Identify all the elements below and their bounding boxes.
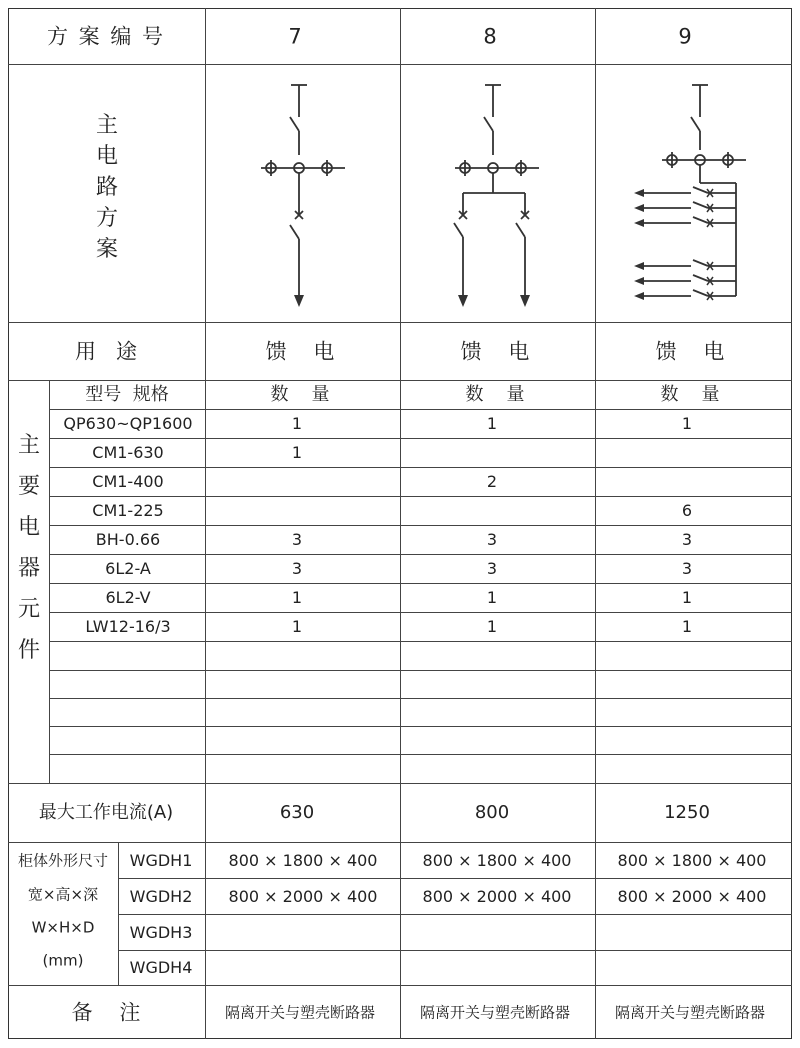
component-qty: 1 — [291, 414, 303, 433]
component-row-line — [49, 612, 792, 613]
dimensions-label-line1: 柜体外形尺寸 — [17, 851, 109, 870]
dimensions-label-line3: W×H×D — [31, 918, 95, 937]
dimension-model: WGDH4 — [129, 958, 193, 977]
dimension-row-line — [118, 950, 792, 951]
component-model: LW12-16/3 — [85, 617, 171, 636]
dimension-value: 800 × 2000 × 400 — [617, 887, 767, 906]
component-row-line — [49, 409, 792, 410]
model-spec-header: 型号 规格 — [85, 384, 169, 405]
component-model: QP630~QP1600 — [63, 414, 193, 433]
component-model: CM1-225 — [92, 501, 164, 520]
component-row-line — [49, 670, 792, 671]
component-model: 6L2-A — [105, 559, 151, 578]
component-model: BH-0.66 — [95, 530, 161, 549]
usage-8: 馈 电 — [460, 339, 530, 364]
component-qty: 1 — [291, 617, 303, 636]
scheme-number-7: 7 — [288, 24, 302, 49]
component-model: 6L2-V — [105, 588, 151, 607]
component-qty: 2 — [486, 472, 498, 491]
component-qty: 3 — [291, 530, 303, 549]
circuit-diagram-8 — [401, 65, 595, 322]
max-current-label: 最大工作电流(A) — [38, 802, 174, 823]
row-divider-usage — [8, 380, 792, 381]
circuit-scheme-label: 主 电 路 方 案 — [95, 113, 118, 262]
dimension-row-line — [118, 878, 792, 879]
component-row-line — [49, 525, 792, 526]
dimension-value: 800 × 2000 × 400 — [422, 887, 572, 906]
component-side-divider — [49, 380, 50, 783]
dimensions-label-line4: (mm) — [42, 951, 84, 970]
dimension-value: 800 × 1800 × 400 — [228, 851, 378, 870]
dimensions-label-line2: 宽×高×深 — [27, 885, 99, 904]
component-row-line — [49, 467, 792, 468]
scheme-number-8: 8 — [483, 24, 497, 49]
remarks-8: 隔离开关与塑壳断路器 — [419, 1003, 571, 1022]
scheme-number-label: 方 案 编 号 — [46, 24, 166, 49]
usage-7: 馈 电 — [265, 339, 335, 364]
scheme-number-9: 9 — [678, 24, 692, 49]
component-qty: 3 — [681, 530, 693, 549]
component-qty: 1 — [681, 414, 693, 433]
component-row-line — [49, 698, 792, 699]
row-divider-circuit — [8, 322, 792, 323]
dimension-row-line — [118, 914, 792, 915]
component-row-line — [49, 726, 792, 727]
max-current-8: 800 — [474, 802, 510, 823]
row-divider-dimensions — [8, 985, 792, 986]
max-current-7: 630 — [279, 802, 315, 823]
max-current-9: 1250 — [664, 802, 710, 823]
remarks-7: 隔离开关与塑壳断路器 — [224, 1003, 376, 1022]
dimension-value: 800 × 2000 × 400 — [228, 887, 378, 906]
dimension-model: WGDH3 — [129, 923, 193, 942]
component-row-line — [49, 496, 792, 497]
component-qty: 3 — [681, 559, 693, 578]
component-model: CM1-400 — [92, 472, 164, 491]
component-model: CM1-630 — [92, 443, 164, 462]
dimension-value: 800 × 1800 × 400 — [422, 851, 572, 870]
component-row-line — [49, 583, 792, 584]
usage-9: 馈 电 — [655, 339, 725, 364]
dimension-model: WGDH2 — [129, 887, 193, 906]
component-qty: 1 — [486, 588, 498, 607]
components-side-label: 主 要 电 器 元 件 — [17, 433, 40, 663]
table-border-left — [8, 8, 9, 1039]
dimension-model: WGDH1 — [129, 851, 193, 870]
circuit-diagram-7 — [206, 65, 400, 322]
remarks-label: 备 注 — [71, 1000, 141, 1025]
component-qty: 6 — [681, 501, 693, 520]
qty-header-9: 数 量 — [660, 384, 720, 405]
component-qty: 1 — [486, 414, 498, 433]
table-border-right — [791, 8, 792, 1039]
component-row-line — [49, 641, 792, 642]
remarks-9: 隔离开关与塑壳断路器 — [614, 1003, 766, 1022]
usage-label: 用 途 — [74, 339, 138, 364]
component-qty: 3 — [291, 559, 303, 578]
row-divider-components — [8, 783, 792, 784]
component-qty: 1 — [486, 617, 498, 636]
component-qty: 1 — [291, 588, 303, 607]
qty-header-7: 数 量 — [270, 384, 330, 405]
component-row-line — [49, 438, 792, 439]
dimension-value: 800 × 1800 × 400 — [617, 851, 767, 870]
component-row-line — [49, 754, 792, 755]
qty-header-8: 数 量 — [465, 384, 525, 405]
row-divider-current — [8, 842, 792, 843]
component-qty: 1 — [681, 588, 693, 607]
component-qty: 3 — [486, 530, 498, 549]
component-qty: 3 — [486, 559, 498, 578]
component-qty: 1 — [291, 443, 303, 462]
component-qty: 1 — [681, 617, 693, 636]
circuit-diagram-9 — [596, 65, 791, 322]
component-row-line — [49, 554, 792, 555]
